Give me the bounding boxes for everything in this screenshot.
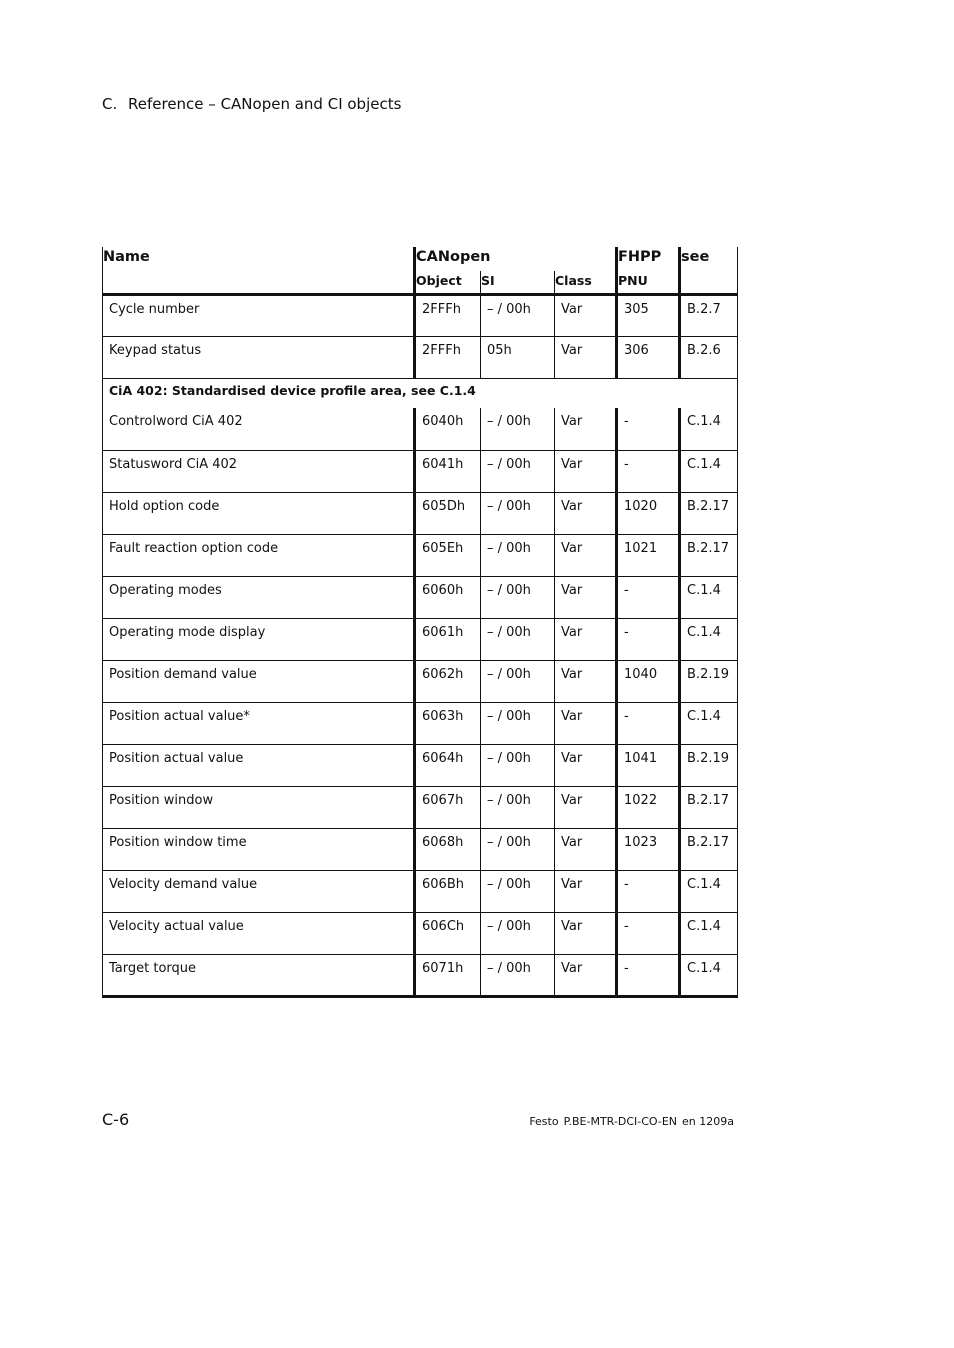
cell-name: Position demand value [103,660,415,702]
table-row [103,828,738,870]
cell-class: Var [555,870,617,912]
cell-si: – / 00h [481,295,555,337]
cell-pnu: - [617,618,680,660]
cell-pnu: - [617,450,680,492]
cell-see: C.1.4 [680,618,738,660]
cell-name: Keypad status [103,337,415,379]
cell-si: – / 00h [481,786,555,828]
cell-name: Position window time [103,828,415,870]
cell-object: 6071h [415,954,481,996]
section-title [102,94,401,114]
cell-pnu: - [617,870,680,912]
cell-name: Operating mode display [103,618,415,660]
column-header-name: Name [103,247,415,295]
cell-pnu: 305 [617,295,680,337]
cell-si: – / 00h [481,828,555,870]
cell-si: – / 00h [481,912,555,954]
document-revision: en 1209a [682,1115,734,1128]
cell-name: Hold option code [103,492,415,534]
cell-name: Cycle number [103,295,415,337]
cell-object: 6064h [415,744,481,786]
cell-si: – / 00h [481,408,555,450]
reference-table [102,247,738,998]
cell-class: Var [555,534,617,576]
table-row [103,492,738,534]
table-row [103,786,738,828]
cell-pnu: - [617,912,680,954]
section-number: C. [102,95,118,113]
cell-object: 6041h [415,450,481,492]
cell-pnu: 1023 [617,828,680,870]
table-row [103,337,738,379]
cell-pnu: - [617,408,680,450]
cell-object: 605Eh [415,534,481,576]
table-body [103,295,738,409]
cell-name: Position actual value [103,744,415,786]
cell-class: Var [555,295,617,337]
cell-object: 6062h [415,660,481,702]
table-row [103,702,738,744]
table-header [103,247,738,295]
cell-pnu: 1041 [617,744,680,786]
section-row [103,379,738,409]
cell-object: 606Ch [415,912,481,954]
cell-object: 6068h [415,828,481,870]
cell-see: B.2.17 [680,534,738,576]
cell-see: C.1.4 [680,408,738,450]
column-header-class: Class [555,271,617,295]
cell-pnu: 1022 [617,786,680,828]
cell-object: 6063h [415,702,481,744]
cell-class: Var [555,450,617,492]
cell-object: 6060h [415,576,481,618]
table-row [103,744,738,786]
cell-object: 2FFFh [415,337,481,379]
table-row [103,450,738,492]
publisher: Festo [529,1115,559,1128]
cell-si: – / 00h [481,702,555,744]
table-row [103,660,738,702]
cell-class: Var [555,576,617,618]
table-row [103,534,738,576]
cell-name: Position window [103,786,415,828]
cell-pnu: 1021 [617,534,680,576]
cell-pnu: 1040 [617,660,680,702]
section-row-label: CiA 402: Standardised device profile area, see C.1.4 [103,379,738,409]
cell-object: 606Bh [415,870,481,912]
cell-see: B.2.19 [680,744,738,786]
cell-see: C.1.4 [680,702,738,744]
cell-object: 6061h [415,618,481,660]
cell-si: – / 00h [481,954,555,996]
column-header-fhpp: FHPP [617,247,680,271]
cell-class: Var [555,337,617,379]
cell-pnu: 1020 [617,492,680,534]
cell-class: Var [555,828,617,870]
table-row [103,912,738,954]
table-row [103,870,738,912]
cell-name: Velocity demand value [103,870,415,912]
page-number: C-6 [102,1110,130,1129]
cell-class: Var [555,618,617,660]
cell-object: 605Dh [415,492,481,534]
cell-name: Target torque [103,954,415,996]
column-header-si: SI [481,271,555,295]
cell-class: Var [555,702,617,744]
cell-si: – / 00h [481,870,555,912]
cell-class: Var [555,408,617,450]
cell-see: B.2.7 [680,295,738,337]
table-row [103,576,738,618]
cell-class: Var [555,786,617,828]
column-header-canopen: CANopen [415,247,617,271]
cell-name: Operating modes [103,576,415,618]
cell-see: C.1.4 [680,870,738,912]
table-body-cia402 [103,408,738,996]
document-reference [529,1114,734,1130]
cell-class: Var [555,912,617,954]
cell-name: Velocity actual value [103,912,415,954]
cell-name: Statusword CiA 402 [103,450,415,492]
cell-si: 05h [481,337,555,379]
cell-see: B.2.6 [680,337,738,379]
table-row [103,618,738,660]
cell-si: – / 00h [481,576,555,618]
cell-see: B.2.17 [680,786,738,828]
cell-si: – / 00h [481,450,555,492]
cell-object: 2FFFh [415,295,481,337]
cell-object: 6067h [415,786,481,828]
cell-si: – / 00h [481,492,555,534]
cell-name: Fault reaction option code [103,534,415,576]
cell-class: Var [555,954,617,996]
section-title-text: Reference – CANopen and CI objects [128,95,402,113]
cell-see: C.1.4 [680,576,738,618]
cell-see: C.1.4 [680,954,738,996]
cell-pnu: - [617,576,680,618]
cell-name: Controlword CiA 402 [103,408,415,450]
cell-class: Var [555,744,617,786]
column-header-pnu: PNU [617,271,680,295]
cell-pnu: - [617,702,680,744]
cell-class: Var [555,660,617,702]
cell-si: – / 00h [481,618,555,660]
table-row [103,954,738,996]
cell-see: B.2.17 [680,492,738,534]
cell-si: – / 00h [481,744,555,786]
cell-see: B.2.17 [680,828,738,870]
cell-name: Position actual value* [103,702,415,744]
document-id: P.BE-MTR-DCI-CO-EN [563,1115,678,1128]
column-header-see: see [680,247,738,295]
cell-class: Var [555,492,617,534]
table-row [103,295,738,337]
cell-si: – / 00h [481,534,555,576]
cell-see: C.1.4 [680,912,738,954]
column-header-object: Object [415,271,481,295]
cell-see: C.1.4 [680,450,738,492]
cell-pnu: 306 [617,337,680,379]
cell-object: 6040h [415,408,481,450]
cell-see: B.2.19 [680,660,738,702]
cell-pnu: - [617,954,680,996]
table-row [103,408,738,450]
cell-si: – / 00h [481,660,555,702]
